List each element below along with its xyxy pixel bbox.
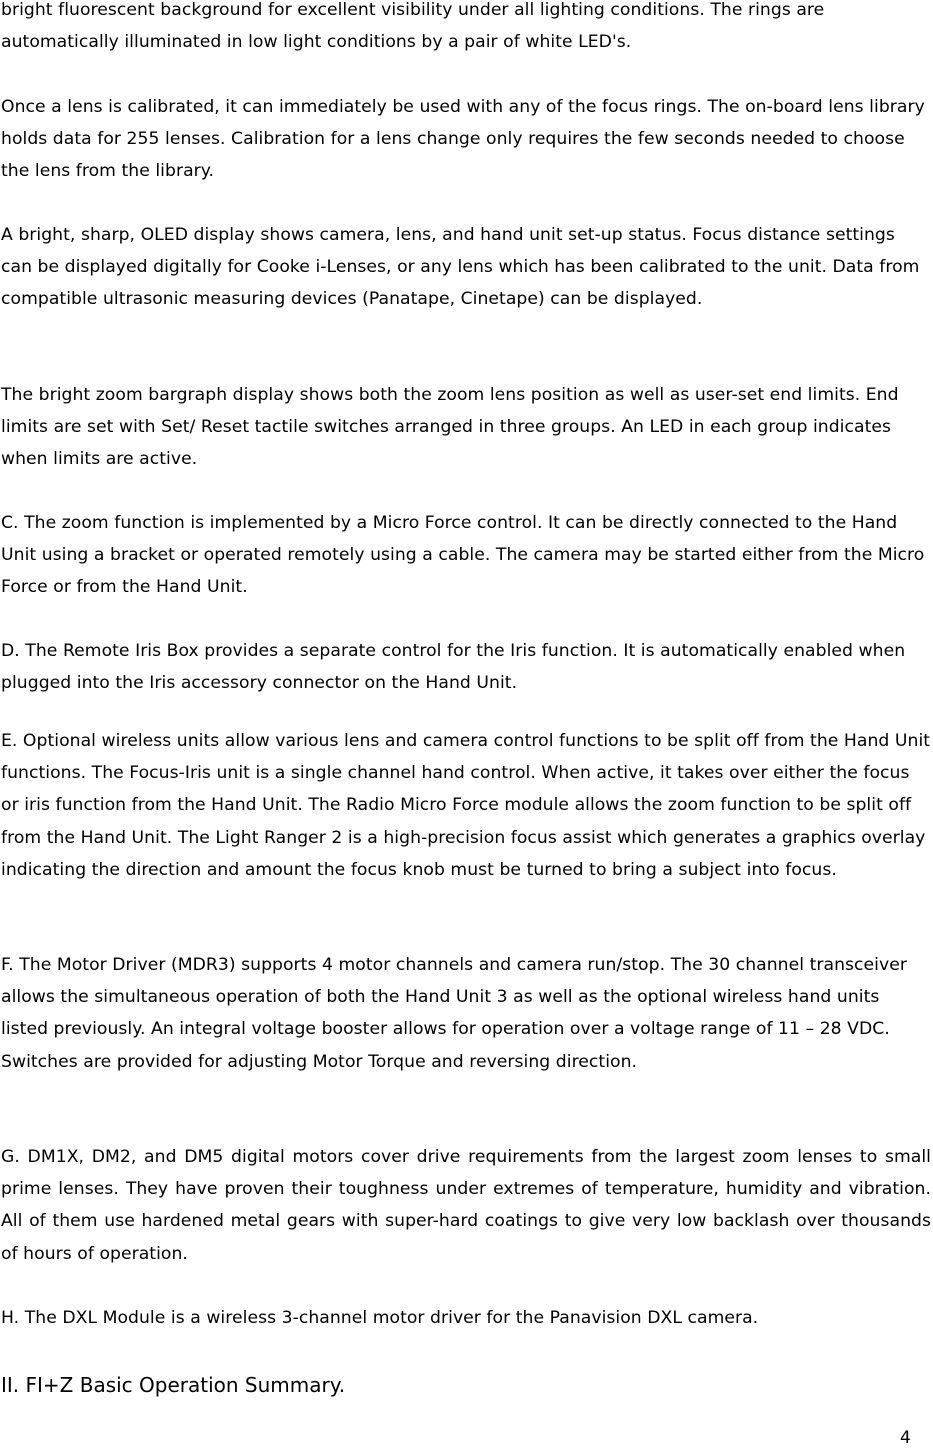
paragraph-remote-iris-box: D. The Remote Iris Box provides a separate control for the Iris function. It is automatically enabled when plugged into the Iris accessory connector on the Hand Unit. — [1, 641, 906, 694]
paragraph-digital-motors: G. DM1X, DM2, and DM5 digital motors cover drive requirements from the largest zoom lenses to small prime lenses. They have proven their toughness under extremes of temperature, humidity and vibration. All of them use hardened metal gears with super-hard coatings to give very low backlash over thousands of hours of operation. — [1, 1147, 931, 1264]
paragraph-motor-driver: F. The Motor Driver (MDR3) supports 4 motor channels and camera run/stop. The 30 channel transceiver allows the simultaneous operation of both the Hand Unit 3 as well as the optional wireless hand units listed previously. An integral voltage booster allows for operation over a voltage range of 11 – 28 VDC. Switches are provided for adjusting Motor Torque and reversing direction. — [1, 955, 907, 1072]
paragraph-focus-ring-visibility: bright fluorescent background for excellent visibility under all lighting conditions. The rings are automatically illuminated in low light conditions by a pair of white LED's. — [1, 0, 825, 53]
paragraph-lens-calibration: Once a lens is calibrated, it can immediately be used with any of the focus rings. The on-board lens library holds data for 255 lenses. Calibration for a lens change only requires the few seconds needed to choose the lens from the library. — [1, 97, 925, 182]
section-heading: II. FI+Z Basic Operation Summary. — [1, 1373, 346, 1397]
paragraph-dxl-module: H. The DXL Module is a wireless 3-channel motor driver for the Panavision DXL camera. — [1, 1308, 759, 1328]
paragraph-zoom-bargraph: The bright zoom bargraph display shows both the zoom lens position as well as user-set end limits. End limits are set with Set/ Reset tactile switches arranged in three groups. An LED in each group indicates when limits are active. — [1, 385, 899, 470]
page-number: 4 — [900, 1428, 911, 1448]
paragraph-wireless-units: E. Optional wireless units allow various lens and camera control functions to be split off from the Hand Unit functions. The Focus-Iris unit is a single channel hand control. When active, it takes over either the focus or iris function from the Hand Unit. The Radio Micro Force module allows the zoom function to be split off from the Hand Unit. The Light Ranger 2 is a high-precision focus assist which generates a graphics overlay indicating the direction and amount the focus knob must be turned to bring a subject into focus. — [1, 731, 931, 880]
paragraph-oled-display: A bright, sharp, OLED display shows camera, lens, and hand unit set-up status. Focus distance settings can be displayed digitally for Cooke i-Lenses, or any lens which has been calibrated to the unit. Data from compatible ultrasonic measuring devices (Panatape, Cinetape) can be displayed. — [1, 225, 920, 310]
paragraph-micro-force: C. The zoom function is implemented by a Micro Force control. It can be directly connected to the Hand Unit using a bracket or operated remotely using a cable. The camera may be started either from the Micro Force or from the Hand Unit. — [1, 513, 925, 598]
